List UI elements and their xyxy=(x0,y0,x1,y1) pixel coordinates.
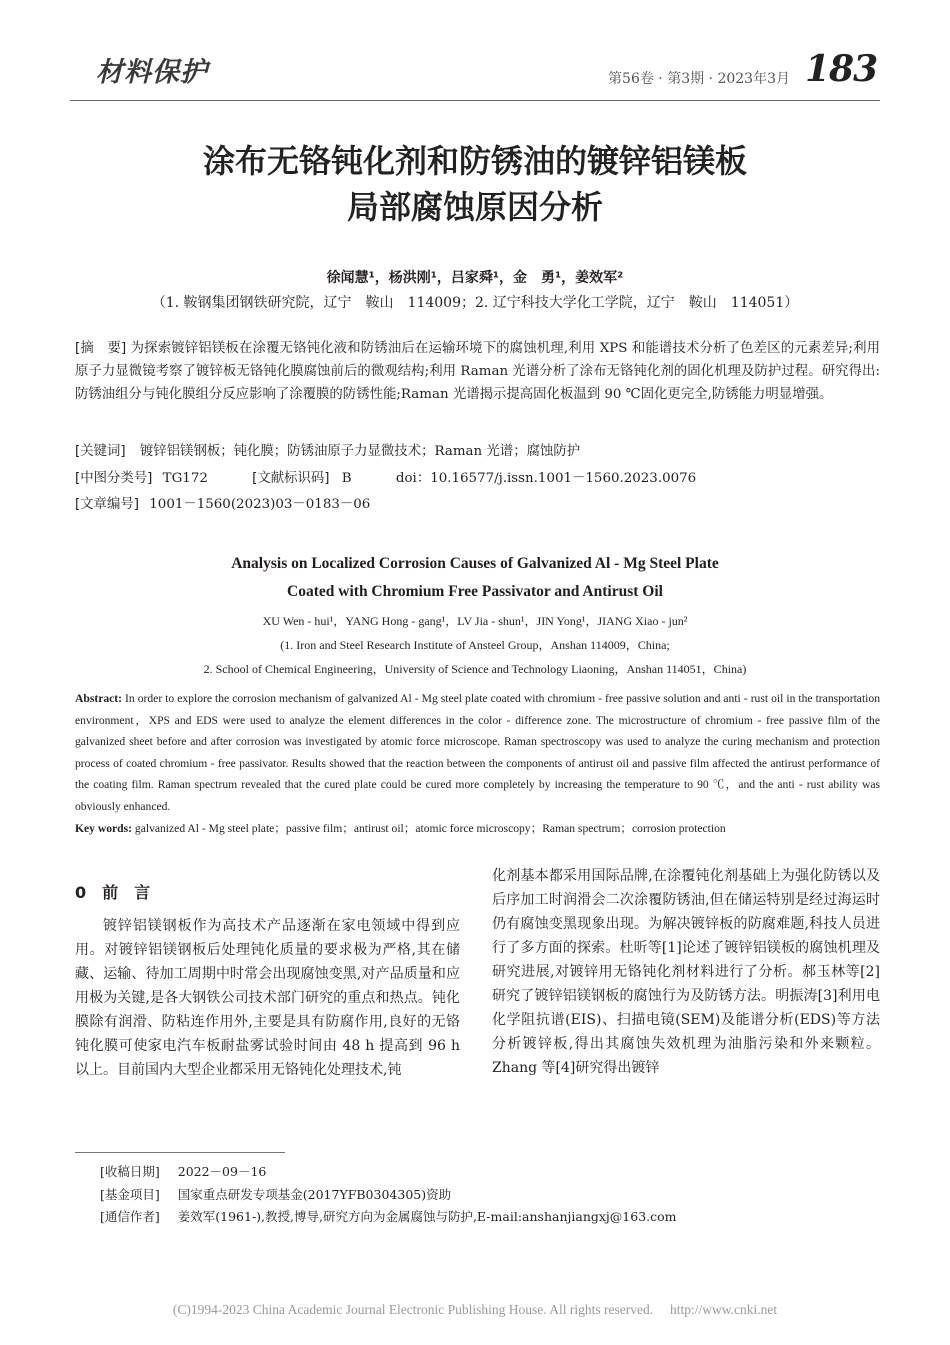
authors-cn: 徐闻慧¹，杨洪刚¹，吕家舜¹，金 勇¹，姜效军² xyxy=(326,270,624,286)
keywords-cn xyxy=(75,440,580,459)
author-value: 姜效军(1961-),教授,博导,研究方向为金属腐蚀与防护,E-mail:anshanjiangxj@163.com xyxy=(177,1209,677,1224)
english-authors: XU Wen - hui¹，YANG Hong - gang¹，LV Jia - shun¹，JIN Yong¹，JIANG Xiao - jun² xyxy=(262,614,688,628)
title-line-1: 涂布无铬钝化剂和防锈油的镀锌铝镁板 xyxy=(202,142,747,180)
received-value: 2022－09－16 xyxy=(177,1164,267,1179)
keywords-cn-text: 镀锌铝镁钢板；钝化膜；防锈油原子力显微技术；Raman 光谱；腐蚀防护 xyxy=(139,444,581,459)
doc-code-value: B xyxy=(341,471,352,486)
english-abstract-label: Abstract: xyxy=(75,692,123,705)
article-number-line xyxy=(75,493,370,512)
english-keywords-label: Key words: xyxy=(75,822,132,835)
english-title-line-1: Analysis on Localized Corrosion Causes of Galvanized Al - Mg Steel Plate xyxy=(231,555,719,572)
article-number-label: [文章编号] xyxy=(75,497,140,512)
footnote-corresponding-author xyxy=(100,1207,677,1225)
clc-value: TG172 xyxy=(162,471,208,486)
body-left-column: 镀锌铝镁钢板作为高技术产品逐渐在家电领域中得到应用。对镀锌铝镁钢板后处理钝化质量的要求极为严格,其在储藏、运输、待加工周期中时常会出现腐蚀变黑,对产品质量和应用极为关键,是各大钢铁公司技术部门研究的重点和热点。钝化膜除有润滑、防粘连作用外,主要是具有防腐作用,良好的无铬钝化膜可使家电汽车板耐盐雾试验时间由 48 h 提高到 96 h 以上。目前国内大型企业都采用无铬钝化处理技术,钝 xyxy=(75,918,460,1078)
english-keywords xyxy=(75,820,726,836)
page-number: 183 xyxy=(805,48,878,90)
english-affiliation-2: 2. School of Chemical Engineering，University of Science and Technology Liaoning，Anshan 114051，China) xyxy=(203,662,747,676)
doc-code-label: [文献标识码] xyxy=(252,471,330,486)
abstract-cn-text: 为探索镀锌铝镁板在涂覆无铬钝化液和防锈油后在运输环境下的腐蚀机理,利用 XPS 和能谱技术分析了色差区的元素差异;利用原子力显微镜考察了镀锌板无铬钝化膜腐蚀前后的微观结构;利用 Raman 光谱分析了涂布无铬钝化剂的固化机理及防护过程。研究得出:防锈油组分与钝化膜组分反应影响了涂覆膜的防锈性能;Raman 光谱揭示提高固化板温到 90 ℃固化更完全,防锈能力明显增强。 xyxy=(75,341,880,402)
english-title-line-2: Coated with Chromium Free Passivator and Antirust Oil xyxy=(287,583,663,600)
footnote-rule xyxy=(75,1152,285,1153)
fund-value: 国家重点研发专项基金(2017YFB0304305)资助 xyxy=(177,1187,452,1202)
title-line-2: 局部腐蚀原因分析 xyxy=(346,188,603,226)
header-rule xyxy=(70,100,880,101)
issue-info: 第56卷 · 第3期 · 2023年3月 xyxy=(608,71,790,87)
journal-logo: 材料保护 xyxy=(96,57,208,88)
author-label: [通信作者] xyxy=(100,1209,160,1224)
keywords-cn-label: [关键词] xyxy=(75,444,126,459)
clc-label: [中图分类号] xyxy=(75,471,153,486)
section-heading-intro: 0 前 言 xyxy=(75,883,151,902)
footnote-received xyxy=(100,1162,266,1180)
english-keywords-text: galvanized Al - Mg steel plate；passive film；antirust oil；atomic force microscopy；Raman spectrum；corrosion protection xyxy=(134,822,726,835)
abstract-cn xyxy=(75,337,880,406)
abstract-cn-label: [摘 要] xyxy=(75,341,127,356)
fund-label: [基金项目] xyxy=(100,1187,160,1202)
english-abstract xyxy=(75,688,880,817)
doi[interactable]: doi：10.16577/j.issn.1001－1560.2023.0076 xyxy=(395,471,697,486)
english-abstract-text: In order to explore the corrosion mechanism of galvanized Al - Mg steel plate coated with chromium - free passive solution and anti - rust oil in the transportation environment，XPS and EDS were used to analyze the element differences in the color - difference zone. The microstructure of chromium - free passive film of the galvanized sheet before and after corrosion was investigated by atomic force microscope. Raman spectroscopy was used to analyze the curing mechanism and protection process of coated chromium - free passivator. Results showed that the reaction between the components of antirust oil and passive film affected the antirust performance of the coating film. Raman spectrum revealed that the cured plate could be cured more completely by increasing the temperature to 90 ℃，and the anti - rust ability was obviously enhanced. xyxy=(75,692,880,813)
footnote-fund xyxy=(100,1185,451,1203)
affiliations-cn: （1. 鞍钢集团钢铁研究院，辽宁 鞍山 114009；2. 辽宁科技大学化工学院，辽宁 鞍山 114051） xyxy=(151,295,799,311)
copyright-notice: (C)1994-2023 China Academic Journal Electronic Publishing House. All rights reserved. http://www.cnki.net xyxy=(172,1302,778,1317)
received-label: [收稿日期] xyxy=(100,1164,160,1179)
body-right-column: 化剂基本都采用国际品牌,在涂覆钝化剂基础上为强化防锈以及后序加工时润滑会二次涂覆防锈油,但在储运特别是经过海运时仍有腐蚀变黑现象出现。为解决镀锌板的防腐难题,科技人员进行了多方面的探索。杜昕等[1]论述了镀锌铝镁板的腐蚀机理及研究进展,对镀锌用无铬钝化剂材料进行了分析。郝玉林等[2]研究了镀锌铝镁钢板的腐蚀行为及防锈方法。明振涛[3]利用电化学阻抗谱(EIS)、扫描电镜(SEM)及能谱分析(EDS)等方法分析镀锌板,得出其腐蚀失效机理为油脂污染和外来颗粒。Zhang 等[4]研究得出镀锌 xyxy=(492,868,880,1076)
english-affiliation-1: (1. Iron and Steel Research Institute of Ansteel Group，Anshan 114009，China; xyxy=(280,638,670,652)
classification-line xyxy=(75,467,696,486)
article-number-value: 1001－1560(2023)03－0183－06 xyxy=(149,497,371,512)
